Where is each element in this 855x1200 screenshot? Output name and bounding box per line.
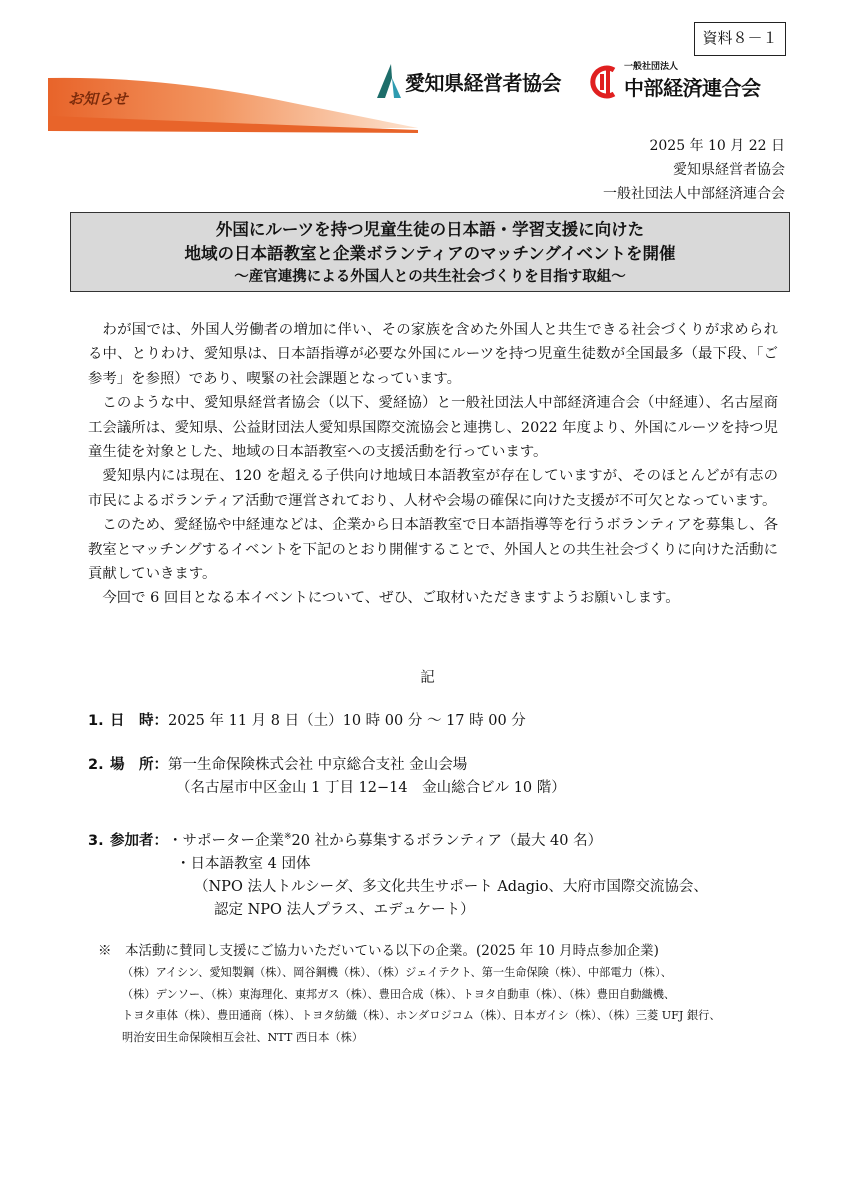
body-paragraph: 愛知県内には現在、120 を超える子供向け地域日本語教室が存在していますが、そのほとんどが有志の市民によるボランティア活動で運営されており、人材や会場の確保に向けた支援が不可欠となっています。 (88, 468, 778, 509)
chukeiren-logo-small: 一般社団法人 (624, 62, 679, 72)
chukeiren-logo (588, 62, 761, 101)
title-subtitle: ～産官連携による外国人との共生社会づくりを目指す取組～ (234, 269, 626, 285)
item-datetime (88, 710, 526, 733)
supporter-line: （株）デンソー、（株）東海理化、東邦ガス（株）、豊田合成（株）、トヨタ自動車（株）、（株）豊田自動織機、 (122, 987, 676, 1001)
aikeikyo-logo (375, 62, 561, 100)
body-paragraph: わが国では、外国人労働者の増加に伴い、その家族を含めた外国人と共生できる社会づくりが求められる中、とりわけ、愛知県は、日本語指導が必要な外国にルーツを持つ児童生徒数が全国最多（最下段、「ご参考」を参照）であり、喫緊の社会課題となっています。 (88, 322, 778, 387)
participants-line-3: （NPO 法人トルシーダ、多文化共生サポート Adagio、大府市国際交流協会、 (194, 878, 708, 895)
issuer-org-1: 愛知県経営者協会 (673, 162, 785, 178)
title-line-1: 外国にルーツを持つ児童生徒の日本語・学習支援に向けた (215, 220, 645, 239)
title-box (70, 212, 790, 292)
item-number: 1. (88, 713, 104, 729)
participants-line-1-post: 20 社から募集するボランティア（最大 40 名） (291, 832, 603, 849)
item-label: 日 時： (110, 713, 168, 729)
participants-line-4: 認定 NPO 法人プラス、エデュケート） (214, 901, 475, 918)
note-mark: ※ (98, 943, 112, 959)
item-label: 参加者： (110, 832, 168, 849)
place-address: （名古屋市中区金山 1 丁目 12−14 金山総合ビル 10 階） (176, 780, 566, 796)
aikeikyo-emblem-icon (375, 62, 405, 100)
item-value: 第一生命保険株式会社 中京総合支社 金山会場 (168, 757, 468, 773)
item-value: 2025 年 11 月 8 日（土）10 時 00 分 ～ 17 時 00 分 (168, 713, 526, 729)
body-paragraph: このため、愛経協や中経連などは、企業から日本語教室で日本語指導等を行うボランティアを募集し、各教室とマッチングするイベントを下記のとおり開催することで、外国人との共生社会づくりに向けた活動に貢献していきます。 (88, 517, 778, 583)
supporter-list (98, 962, 798, 1048)
item-label: 場 所： (110, 757, 168, 773)
item-number: 3. (88, 832, 104, 849)
aikeikyo-logo-text: 愛知県経営者協会 (405, 70, 561, 95)
body-paragraph: 今回で 6 回目となる本イベントについて、ぜひ、ご取材いただきますようお願いします。 (102, 590, 680, 607)
participants-line-1-pre: ・サポーター企業 (168, 832, 284, 849)
supporter-line: （株）アイシン、愛知製鋼（株）、岡谷鋼機（株）、（株）ジェイテクト、第一生命保険（株）、中部電力（株）、 (122, 966, 672, 979)
issuer-org-2: 一般社団法人中部経済連合会 (603, 186, 785, 202)
header-info (603, 134, 785, 206)
document-label: 資料８－１ (694, 22, 786, 56)
supporter-note (98, 940, 798, 1048)
supporter-line: トヨタ車体（株）、豊田通商（株）、トヨタ紡織（株）、ホンダロジコム（株）、日本ガイシ（株）、（株）三菱 UFJ 銀行、 (122, 1009, 721, 1022)
supporter-line: 明治安田生命保険相互会社、NTT 西日本（株） (122, 1030, 364, 1044)
oshirase-label: お知らせ (68, 90, 128, 108)
chukeiren-logo-text: 中部経済連合会 (624, 76, 761, 100)
participants-line-2: ・日本語教室 4 団体 (176, 855, 311, 872)
chukeiren-emblem-icon (588, 64, 624, 100)
item-number: 2. (88, 757, 104, 773)
body-text (88, 318, 778, 611)
ki-heading: 記 (420, 670, 435, 686)
title-line-2: 地域の日本語教室と企業ボランティアのマッチングイベントを開催 (184, 244, 676, 263)
footnote-mark: ※ (284, 832, 292, 842)
issue-date: 2025 年 10 月 22 日 (649, 138, 785, 154)
item-place (88, 754, 566, 800)
item-participants (88, 826, 708, 922)
body-paragraph: このような中、愛知県経営者協会（以下、愛経協）と一般社団法人中部経済連合会（中経連）、名古屋商工会議所は、愛知県、公益財団法人愛知県国際交流協会と連携し、2022 年度より、外国にルーツを持つ児童生徒を対象とした、地域の日本語教室への支援活動を行っています。 (88, 395, 778, 461)
note-heading: 本活動に賛同し支援にご協力いただいている以下の企業。(2025 年 10 月時点参加企業) (125, 943, 659, 959)
